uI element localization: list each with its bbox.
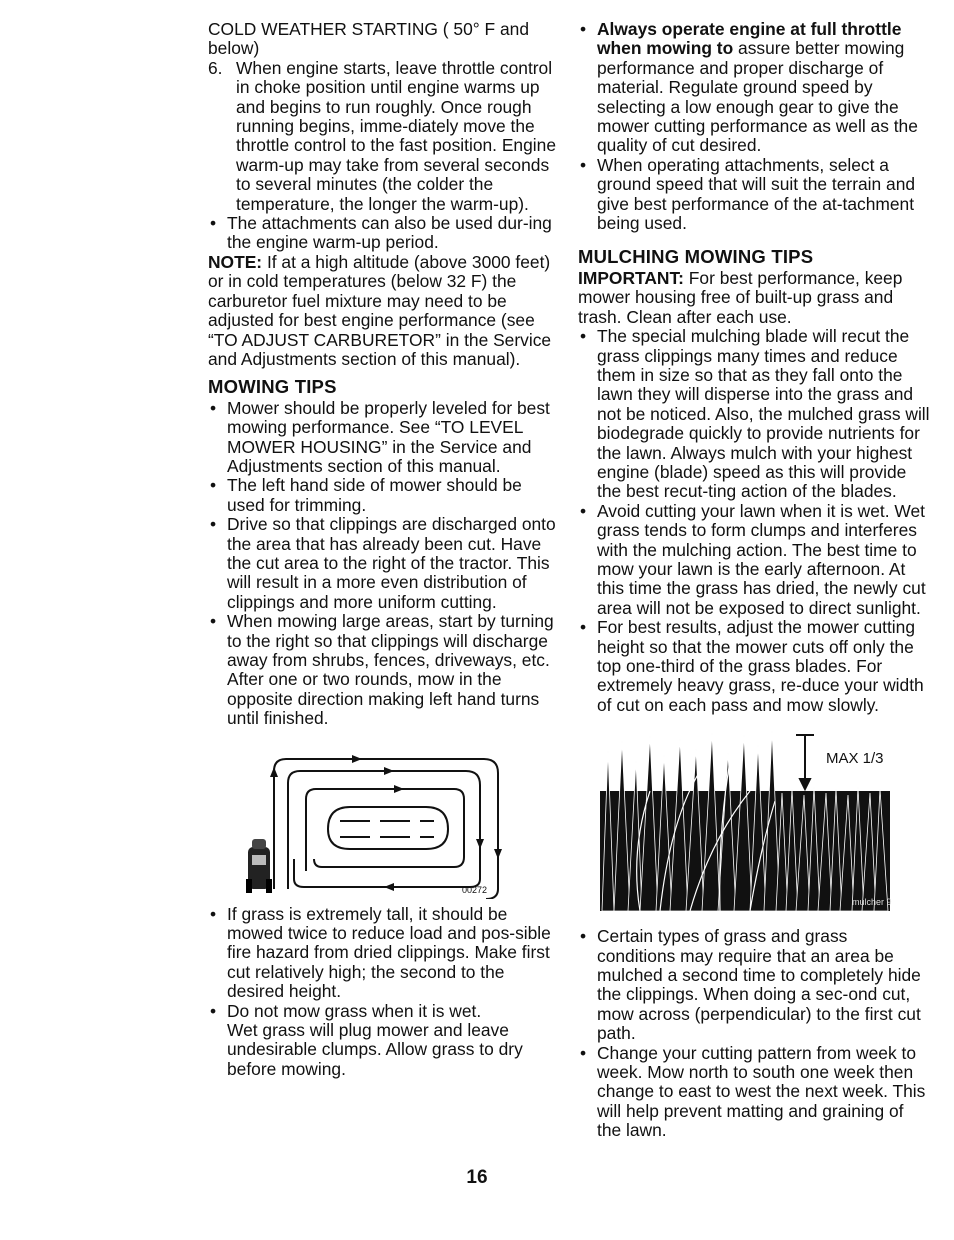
bullet-icon: • <box>210 903 217 924</box>
bullet-text: Certain types of grass and grass conditions may require that an area be mulched a second time to completely hide the clippings. When doing a sec-ond cut, mow across (perpendicular) to the first cut path. <box>597 926 921 1044</box>
figure-code: 00272 <box>462 884 488 895</box>
bullet-icon: • <box>210 475 217 496</box>
bullet-text: Mower should be properly leveled for best mowing performance. See “TO LEVEL MOWER HOUSING” in the Service and Adjustments section of this manual. <box>227 397 550 476</box>
list-item <box>578 502 930 618</box>
bullet-icon: • <box>580 19 587 39</box>
bullet-text: When operating attachments, select a ground speed that will suit the terrain and give best performance of the at-tachment being used. <box>597 154 916 234</box>
list-item <box>578 1044 930 1141</box>
list-item <box>208 476 558 515</box>
list-item <box>208 612 558 728</box>
bullet-text: Avoid cutting your lawn when it is wet. Wet grass tends to form clumps and interferes with the mulching action. The best time to mow your lawn is the early afternoon. At this time the grass has dried, the newly cut area will not be exposed to direct sunlight. <box>597 500 926 618</box>
step-6 <box>208 59 558 214</box>
list-item <box>208 214 558 253</box>
left-column <box>208 20 558 1079</box>
bullet-text <box>227 1002 558 1080</box>
grass-height-figure <box>600 731 912 911</box>
throttle-text: assure better mowing performance and proper discharge of material. Regulate ground speed by selecting a low enough gear to give the mower cutting performance as well as the quality of cut desired. <box>597 38 918 156</box>
note-label: NOTE: <box>208 251 263 272</box>
step-text: When engine starts, leave throttle control in choke position until engine warms up and begins to run roughly. Once rough running begins, imme-diately move the throttle control to the fast position. Engine warm-up may take from several seconds to several minutes (the colder the temperature, the longer the warm-up). <box>236 57 556 214</box>
mowing-tips-heading: MOWING TIPS <box>208 376 337 398</box>
page-number: 16 <box>466 1167 488 1188</box>
important-label: IMPORTANT: <box>578 267 684 288</box>
figure-caption: mulcher 9 <box>852 897 892 908</box>
bullet-icon: • <box>210 397 217 418</box>
list-item <box>578 327 930 502</box>
bullet-icon: • <box>210 1000 217 1021</box>
tractor-icon <box>246 839 272 893</box>
bullet-text: The attachments can also be used dur-ing the engine warm-up period. <box>227 213 552 253</box>
note-text: If at a high altitude (above 3000 feet) or in cold temperatures (below 32 F) the carburetor fuel mixture may need to be adjusted for best engine performance (see “TO ADJUST CARBURETOR” in the Service and Adjustments section of this manual). <box>208 251 552 369</box>
note-paragraph <box>208 253 558 369</box>
bullet-text <box>597 20 930 156</box>
mowing-pattern-figure <box>244 739 514 899</box>
list-item <box>578 156 930 234</box>
bullet-text: For best results, adjust the mower cutting height so that the mower cuts off only the top one-third of the grass blades. For extremely heavy grass, re-duce your width of cut on each pass and mow slowly. <box>597 617 924 715</box>
wet-lead: Do not mow grass when it is wet. <box>227 1000 482 1021</box>
max-label: MAX 1/3 <box>826 750 884 768</box>
important-text: For best performance, keep mower housing free of built-up grass and trash. Clean after each use. <box>578 267 903 327</box>
bullet-text: Drive so that clippings are discharged onto the area that has already been cut. Have the cut area to the right of the tractor. This will result in a more even distribution of clippings and more uniform cutting. <box>227 514 556 612</box>
wet-text: Wet grass will plug mower and leave undesirable clumps. Allow grass to dry before mowing. <box>227 1020 523 1079</box>
bullet-icon: • <box>210 514 217 535</box>
important-paragraph <box>578 269 930 327</box>
bullet-text: Change your cutting pattern from week to week. Mow north to south one week then change to east to west the next week. This will help prevent matting and graining of the lawn. <box>597 1042 926 1141</box>
cold-weather-heading: COLD WEATHER STARTING ( 50° F and below) <box>208 19 530 59</box>
bullet-icon: • <box>580 500 587 521</box>
step-number: 6. <box>208 57 223 78</box>
list-item <box>208 399 558 477</box>
list-item <box>208 515 558 612</box>
throttle-bold: Always operate engine at full throttle when mowing to <box>597 19 902 59</box>
bullet-text: When mowing large areas, start by turning to the right so that clippings will discharge away from shrubs, fences, driveways, etc. After one or two rounds, mow in the opposite direction making left hand turns until finished. <box>227 611 554 729</box>
right-column <box>578 20 930 1141</box>
bullet-icon: • <box>210 213 217 234</box>
list-item <box>208 1002 558 1080</box>
mowing-pattern-diagram <box>244 739 514 899</box>
list-item <box>578 927 930 1043</box>
bullet-text: If grass is extremely tall, it should be mowed twice to reduce load and pos-sible fire hazard from dried clippings. Make first cut relatively high; the second to the desired height. <box>227 903 551 1002</box>
bullet-icon: • <box>580 154 587 175</box>
mulching-tips-heading: MULCHING MOWING TIPS <box>578 246 814 268</box>
list-item <box>578 618 930 715</box>
bullet-icon: • <box>580 617 587 638</box>
bullet-icon: • <box>210 611 217 632</box>
bullet-icon: • <box>580 1042 587 1063</box>
list-item <box>578 20 930 156</box>
bullet-icon: • <box>580 926 587 947</box>
bullet-text: The left hand side of mower should be used for trimming. <box>227 475 522 515</box>
list-item <box>208 905 558 1002</box>
bullet-text: The special mulching blade will recut the grass clippings many times and reduce them in size so that as they fall onto the lawn they will disperse into the grass and not be noticed. Also, the mulched grass will biodegrade quickly to provide nutrients for the lawn. Always mulch with your highest engine (blade) speed as this will provide the best recut-ting action of the blades. <box>597 326 930 502</box>
bullet-icon: • <box>580 326 587 347</box>
